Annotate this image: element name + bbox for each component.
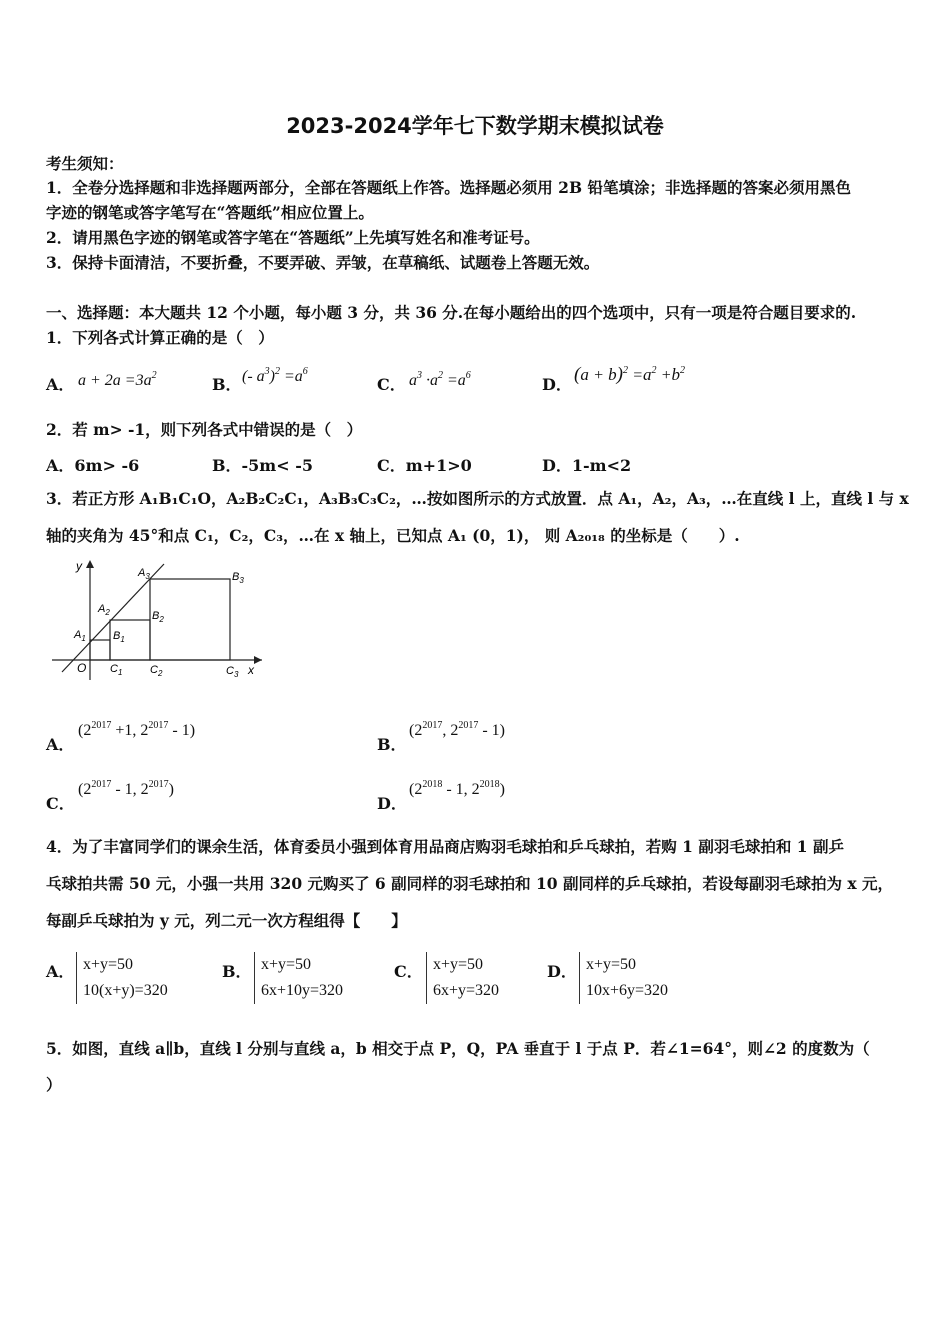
q1-option-d-formula: $(a + b)^2 =a^2 +b^2$ bbox=[574, 364, 686, 385]
q4-option-c-eq1: x+y=50 bbox=[433, 956, 484, 973]
q3-label-a1: $A_1$ bbox=[74, 629, 86, 643]
q4-stem-line2: 乓球拍共需 50 元，小强一共用 320 元购买了 6 副同样的羽毛球拍和 10 副同样的乒乓球拍，若设每副羽毛球拍为 x 元， bbox=[46, 874, 893, 893]
q4-option-b-system bbox=[254, 952, 343, 1004]
notice-item-1: 1．全卷分选择题和非选择题两部分，全部在答题纸上作答。选择题必须用 2B 铅笔填涂；非选择题的答案必须用黑色 bbox=[46, 178, 851, 197]
q3-label-a2: $A_2$ bbox=[98, 603, 110, 617]
q3-stem-line2: 轴的夹角为 45°和点 C₁，C₂，C₃，…在 x 轴上，已知点 A₁ (0，1)， 则 A₂₀₁₈ 的坐标是（ ）. bbox=[46, 526, 740, 545]
q3-label-c1: $C_1$ bbox=[110, 663, 123, 677]
q1-option-d-label: D． bbox=[542, 375, 572, 394]
q4-option-d-eq1: x+y=50 bbox=[586, 956, 637, 973]
q3-label-c2: $C_2$ bbox=[150, 664, 163, 678]
q1-stem: 1．下列各式计算正确的是（ ） bbox=[46, 328, 274, 347]
q1-option-a-label: A． bbox=[46, 375, 75, 394]
q4-stem-line3: 每副乒乓球拍为 y 元，列二元一次方程组得【 】 bbox=[46, 911, 407, 930]
q1-option-a-formula: $a + 2a =3a^2$ bbox=[78, 370, 157, 389]
q3-option-b-label: B． bbox=[377, 735, 407, 754]
q2-stem: 2．若 m> -1，则下列各式中错误的是（ ） bbox=[46, 420, 363, 439]
q3-label-o: O bbox=[77, 661, 87, 675]
q5-stem-line1: 5．如图，直线 a∥b，直线 l 分别与直线 a，b 相交于点 P，Q，PA 垂直于 l 于点 P．若∠1=64°，则∠2 的度数为（ bbox=[46, 1039, 870, 1058]
q1-option-b-formula: (- $a^3)^2 =a^6$ bbox=[242, 366, 308, 385]
q3-label-b2: $B_2$ bbox=[152, 610, 164, 624]
q3-label-a3: $A_3$ bbox=[138, 567, 150, 581]
q4-option-a-eq1: x+y=50 bbox=[83, 956, 134, 973]
q4-option-a-eq2: 10(x+y)=320 bbox=[83, 982, 168, 999]
q4-option-b-eq1: x+y=50 bbox=[261, 956, 312, 973]
q2-option-a: A．6m> -6 bbox=[46, 456, 140, 475]
q4-option-b-label: B． bbox=[222, 962, 252, 981]
q3-option-c-formula: ($2^{2017} - 1$, $2^{2017}$) bbox=[78, 779, 174, 798]
notice-item-3: 3．保持卡面清洁，不要折叠，不要弄破、弄皱，在草稿纸、试题卷上答题无效。 bbox=[46, 253, 600, 272]
q3-stem-line1: 3．若正方形 A₁B₁C₁O，A₂B₂C₂C₁，A₃B₃C₃C₂，…按如图所示的方式放置．点 A₁，A₂，A₃，…在直线 l 上，直线 l 与 x bbox=[46, 489, 909, 508]
section-heading: 一、选择题：本大题共 12 个小题，每小题 3 分，共 36 分.在每小题给出的四个选项中，只有一项是符合题目要求的. bbox=[46, 303, 857, 322]
q3-option-b-formula: ($2^{2017}$, $2^{2017} - 1$) bbox=[409, 720, 505, 739]
q4-option-a-system bbox=[76, 952, 168, 1004]
q3-label-b3: $B_3$ bbox=[232, 571, 244, 585]
q1-option-b-label: B． bbox=[212, 375, 242, 394]
q3-option-a-formula: ($2^{2017} +1$, $2^{2017} - 1$) bbox=[78, 720, 196, 739]
q3-label-b1: $B_1$ bbox=[113, 630, 125, 644]
q3-label-y: y bbox=[76, 559, 82, 573]
q4-option-b-eq2: 6x+10y=320 bbox=[261, 982, 344, 999]
q2-option-b: B．-5m< -5 bbox=[212, 456, 313, 475]
q4-option-d-label: D． bbox=[547, 962, 577, 981]
q3-option-c-label: C． bbox=[46, 794, 75, 813]
q4-option-d-eq2: 10x+6y=320 bbox=[586, 982, 669, 999]
q1-option-c-formula: $a^3 \cdot a^2 =a^6$ bbox=[409, 370, 471, 389]
q3-figure-squares bbox=[52, 556, 272, 681]
notice-item-2: 2．请用黑色字迹的钢笔或答字笔在“答题纸”上先填写姓名和准考证号。 bbox=[46, 228, 540, 247]
q4-option-c-system bbox=[426, 952, 499, 1004]
q4-stem-line1: 4．为了丰富同学们的课余生活，体育委员小强到体育用品商店购羽毛球拍和乒乓球拍，若购 1 副羽毛球拍和 1 副乒 bbox=[46, 837, 844, 856]
notice-item-1-cont: 字迹的钢笔或答字笔写在“答题纸”相应位置上。 bbox=[46, 203, 374, 222]
q4-option-c-label: C． bbox=[394, 962, 423, 981]
q3-option-a-label: A． bbox=[46, 735, 75, 754]
q4-option-c-eq2: 6x+y=320 bbox=[433, 982, 500, 999]
q5-stem-line2: ） bbox=[46, 1075, 62, 1094]
q1-option-c-label: C． bbox=[377, 375, 406, 394]
q3-option-d-formula: ($2^{2018} - 1$, $2^{2018}$) bbox=[409, 779, 505, 798]
q3-label-x: x bbox=[248, 663, 254, 677]
q3-option-d-label: D． bbox=[377, 794, 407, 813]
q2-option-d: D．1-m<2 bbox=[542, 456, 632, 475]
page-title: 2023-2024学年七下数学期末模拟试卷 bbox=[286, 114, 664, 138]
notice-heading: 考生须知： bbox=[46, 154, 124, 173]
q2-option-c: C．m+1>0 bbox=[377, 456, 472, 475]
q4-option-a-label: A． bbox=[46, 962, 75, 981]
q4-option-d-system bbox=[579, 952, 668, 1004]
q3-label-c3: $C_3$ bbox=[226, 665, 239, 679]
